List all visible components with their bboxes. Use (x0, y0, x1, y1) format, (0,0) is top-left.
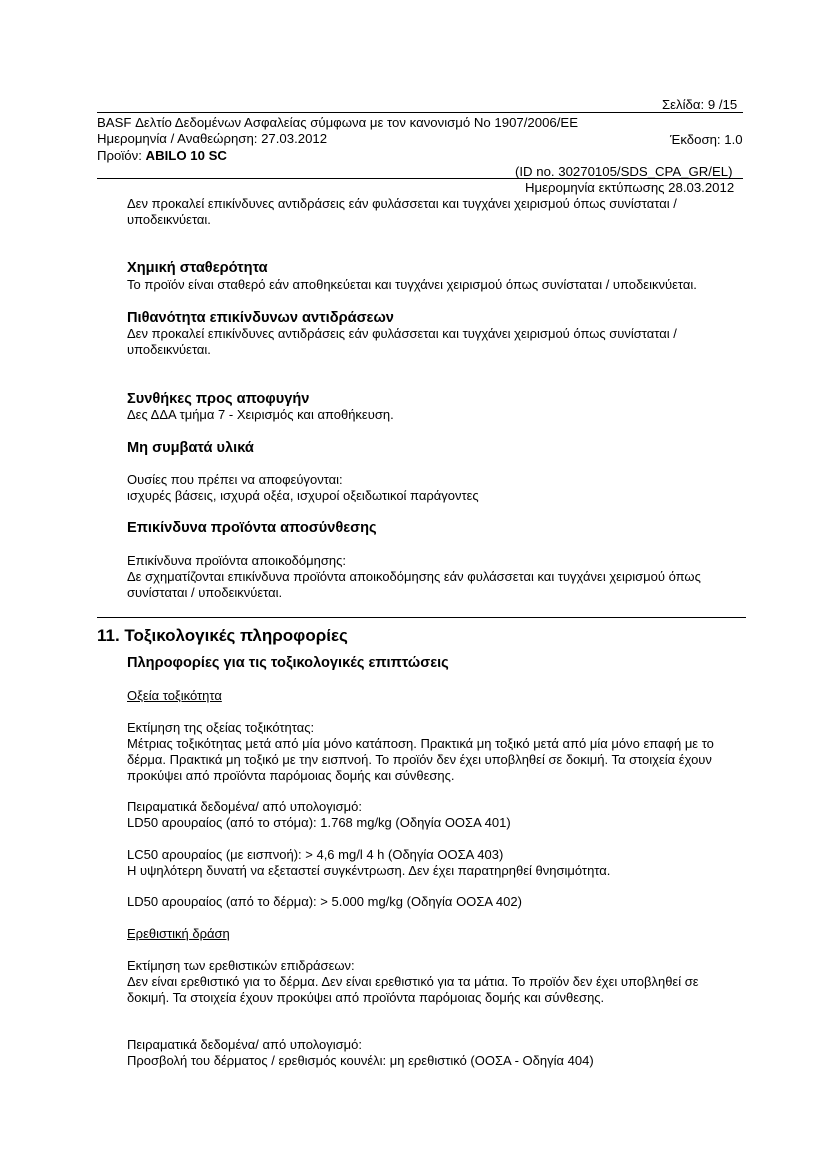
avoid-heading: Συνθήκες προς αποφυγήν (127, 391, 310, 407)
header-bottom-rule (97, 178, 743, 179)
page-number: Σελίδα: 9 /15 (662, 97, 738, 112)
edition: Έκδοση: 1.0 (670, 132, 743, 147)
document-id: (ID no. 30270105/SDS_CPA_GR/EL) (515, 164, 733, 179)
product-name: ABILO 10 SC (145, 148, 227, 163)
decomposition-line-3: συνίσταται / υποδεικνύεται. (127, 585, 283, 600)
reactions-line-2: υποδεικνύεται. (127, 342, 211, 357)
ld50-oral: LD50 αρουραίος (από το στόμα): 1.768 mg/kg (Οδηγία ΟΟΣΑ 401) (127, 815, 511, 830)
acute-toxicity-heading: Οξεία τοξικότητα (127, 688, 222, 703)
decomposition-heading: Επικίνδυνα προϊόντα αποσύνθεσης (127, 520, 377, 536)
irritation-heading: Ερεθιστική δράση (127, 926, 230, 941)
product-line (97, 148, 227, 164)
acute-assessment-line-1: Μέτριας τοξικότητας μετά από μία μόνο κατάποση. Πρακτικά μη τοξικό μετά από μία μόνο επαφή με το (127, 736, 714, 751)
incompatible-line-2: ισχυρές βάσεις, ισχυρά οξέα, ισχυροί οξειδωτικοί παράγοντες (127, 488, 479, 503)
document-title: BASF Δελτίο Δεδομένων Ασφαλείας σύμφωνα με τον κανονισμό Νο 1907/2006/ΕΕ (97, 115, 579, 130)
reactions-heading: Πιθανότητα επικίνδυνων αντιδράσεων (127, 310, 394, 326)
intro-line-2: υποδεικνύεται. (127, 212, 211, 227)
avoid-text: Δες ΔΔΑ τμήμα 7 - Χειρισμός και αποθήκευση. (127, 407, 394, 422)
experimental-data-label: Πειραματικά δεδομένα/ από υπολογισμό: (127, 799, 362, 814)
section-divider (97, 617, 746, 618)
decomposition-line-1: Επικίνδυνα προϊόντα αποικοδόμησης: (127, 553, 346, 568)
intro-line-1: Δεν προκαλεί επικίνδυνες αντιδράσεις εάν φυλάσσεται και τυγχάνει χειρισμού όπως συνίσταται / (127, 196, 677, 211)
ld50-dermal: LD50 αρουραίος (από το δέρμα): > 5.000 mg/kg (Οδηγία ΟΟΣΑ 402) (127, 894, 522, 909)
section-11-subtitle: Πληροφορίες για τις τοξικολογικές επιπτώσεις (127, 655, 449, 671)
revision-date: Ημερομηνία / Αναθεώρηση: 27.03.2012 (97, 131, 328, 146)
lc50-note: Η υψηλότερη δυνατή να εξεταστεί συγκέντρωση. Δεν έχει παρατηρηθεί θνησιμότητα. (127, 863, 611, 878)
acute-assessment-line-3: προκύψει από προϊόντα παρόμοιας δομής και σύνθεσης. (127, 768, 455, 783)
irritation-line-1: Δεν είναι ερεθιστικό για το δέρμα. Δεν είναι ερεθιστικό για τα μάτια. Το προϊόν δεν έχει υποβληθεί σε (127, 974, 699, 989)
product-label: Προϊόν: (97, 148, 146, 163)
reactions-line-1: Δεν προκαλεί επικίνδυνες αντιδράσεις εάν φυλάσσεται και τυγχάνει χειρισμού όπως συνίσταται / (127, 326, 677, 341)
skin-irritation-result: Προσβολή του δέρματος / ερεθισμός κουνέλι: μη ερεθιστικό (ΟΟΣΑ - Οδηγία 404) (127, 1053, 594, 1068)
acute-assessment-label: Εκτίμηση της οξείας τοξικότητας: (127, 720, 315, 735)
irritation-line-2: δοκιμή. Τα στοιχεία έχουν προκύψει από προϊόντα παρόμοιας δομής και σύνθεσης. (127, 990, 605, 1005)
header-top-rule (97, 112, 743, 113)
print-date: Ημερομηνία εκτύπωσης 28.03.2012 (525, 180, 735, 195)
section-11-title: 11. Τοξικολογικές πληροφορίες (97, 626, 348, 645)
lc50-inhalation: LC50 αρουραίος (με εισπνοή): > 4,6 mg/l 4 h (Οδηγία ΟΟΣΑ 403) (127, 847, 504, 862)
incompatible-heading: Μη συμβατά υλικά (127, 440, 254, 456)
acute-assessment-line-2: δέρμα. Πρακτικά μη τοξικό με την εισπνοή. Το προϊόν δεν έχει υποβληθεί σε δοκιμή. Τα στοιχεία έχουν (127, 752, 712, 767)
incompatible-line-1: Ουσίες που πρέπει να αποφεύγονται: (127, 472, 343, 487)
irritation-assessment-label: Εκτίμηση των ερεθιστικών επιδράσεων: (127, 958, 355, 973)
stability-heading: Χημική σταθερότητα (127, 260, 268, 276)
stability-text: Το προϊόν είναι σταθερό εάν αποθηκεύεται και τυγχάνει χειρισμού όπως συνίσταται / υποδεικνύεται. (127, 277, 697, 292)
experimental-data-label-2: Πειραματικά δεδομένα/ από υπολογισμό: (127, 1037, 362, 1052)
decomposition-line-2: Δε σχηματίζονται επικίνδυνα προϊόντα αποικοδόμησης εάν φυλάσσεται και τυγχάνει χειρισμού όπως (127, 569, 701, 584)
